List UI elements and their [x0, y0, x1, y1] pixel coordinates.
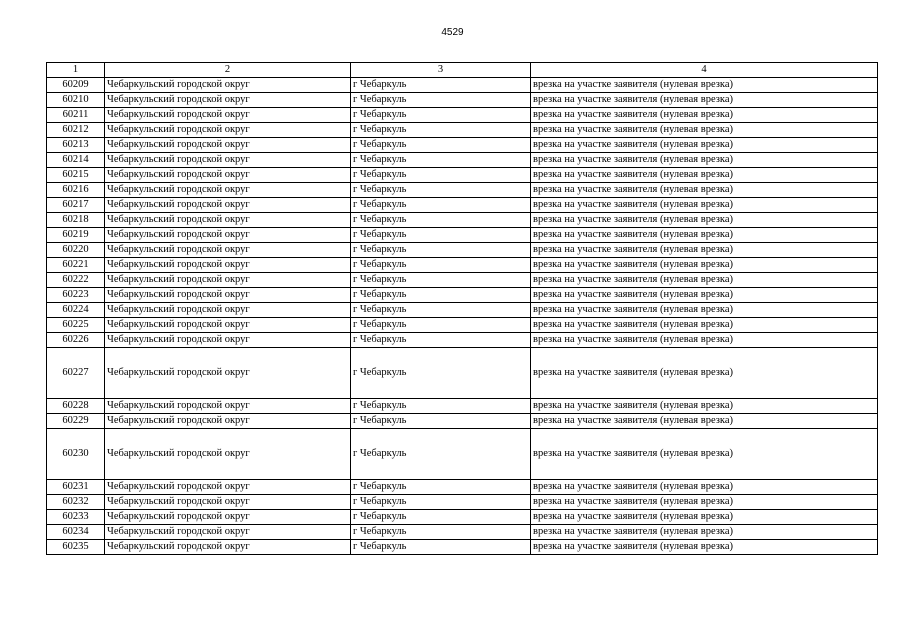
table-row	[47, 288, 878, 303]
locality-cell: г Чебаркуль	[351, 525, 531, 540]
connection-type-cell: врезка на участке заявителя (нулевая врезка)	[531, 480, 878, 495]
locality-cell: г Чебаркуль	[351, 108, 531, 123]
table-row	[47, 495, 878, 510]
connection-type-cell: врезка на участке заявителя (нулевая врезка)	[531, 495, 878, 510]
row-number-cell: 60223	[47, 288, 105, 303]
locality-cell: г Чебаркуль	[351, 228, 531, 243]
locality-cell: г Чебаркуль	[351, 480, 531, 495]
district-cell: Чебаркульский городской округ	[105, 510, 351, 525]
row-number-cell: 60229	[47, 414, 105, 429]
row-number-cell: 60232	[47, 495, 105, 510]
district-cell: Чебаркульский городской округ	[105, 348, 351, 399]
district-cell: Чебаркульский городской округ	[105, 198, 351, 213]
locality-cell: г Чебаркуль	[351, 123, 531, 138]
locality-cell: г Чебаркуль	[351, 243, 531, 258]
table-row	[47, 108, 878, 123]
district-cell: Чебаркульский городской округ	[105, 333, 351, 348]
row-number-cell: 60218	[47, 213, 105, 228]
row-number-cell: 60213	[47, 138, 105, 153]
connection-type-cell: врезка на участке заявителя (нулевая врезка)	[531, 318, 878, 333]
connection-type-cell: врезка на участке заявителя (нулевая врезка)	[531, 153, 878, 168]
connection-type-cell: врезка на участке заявителя (нулевая врезка)	[531, 414, 878, 429]
locality-cell: г Чебаркуль	[351, 303, 531, 318]
row-number-cell: 60214	[47, 153, 105, 168]
table-row	[47, 333, 878, 348]
connection-type-cell: врезка на участке заявителя (нулевая врезка)	[531, 333, 878, 348]
locality-cell: г Чебаркуль	[351, 138, 531, 153]
row-number-cell: 60235	[47, 540, 105, 555]
locality-cell: г Чебаркуль	[351, 429, 531, 480]
connection-type-cell: врезка на участке заявителя (нулевая врезка)	[531, 138, 878, 153]
locality-cell: г Чебаркуль	[351, 399, 531, 414]
locality-cell: г Чебаркуль	[351, 273, 531, 288]
row-number-cell: 60219	[47, 228, 105, 243]
locality-cell: г Чебаркуль	[351, 510, 531, 525]
district-cell: Чебаркульский городской округ	[105, 318, 351, 333]
table-row	[47, 429, 878, 480]
column-header-3: 3	[351, 63, 531, 78]
table-row	[47, 414, 878, 429]
connection-type-cell: врезка на участке заявителя (нулевая врезка)	[531, 243, 878, 258]
row-number-cell: 60231	[47, 480, 105, 495]
locality-cell: г Чебаркуль	[351, 153, 531, 168]
connection-type-cell: врезка на участке заявителя (нулевая врезка)	[531, 228, 878, 243]
connection-type-cell: врезка на участке заявителя (нулевая врезка)	[531, 108, 878, 123]
district-cell: Чебаркульский городской округ	[105, 228, 351, 243]
table-row	[47, 303, 878, 318]
connection-type-cell: врезка на участке заявителя (нулевая врезка)	[531, 258, 878, 273]
data-table	[46, 62, 878, 555]
district-cell: Чебаркульский городской округ	[105, 153, 351, 168]
row-number-cell: 60211	[47, 108, 105, 123]
district-cell: Чебаркульский городской округ	[105, 495, 351, 510]
district-cell: Чебаркульский городской округ	[105, 138, 351, 153]
row-number-cell: 60230	[47, 429, 105, 480]
locality-cell: г Чебаркуль	[351, 183, 531, 198]
row-number-cell: 60224	[47, 303, 105, 318]
table-row	[47, 183, 878, 198]
district-cell: Чебаркульский городской округ	[105, 288, 351, 303]
row-number-cell: 60217	[47, 198, 105, 213]
connection-type-cell: врезка на участке заявителя (нулевая врезка)	[531, 213, 878, 228]
row-number-cell: 60215	[47, 168, 105, 183]
locality-cell: г Чебаркуль	[351, 93, 531, 108]
table-row	[47, 198, 878, 213]
row-number-cell: 60212	[47, 123, 105, 138]
connection-type-cell: врезка на участке заявителя (нулевая врезка)	[531, 288, 878, 303]
table-row	[47, 525, 878, 540]
table-row	[47, 93, 878, 108]
district-cell: Чебаркульский городской округ	[105, 123, 351, 138]
locality-cell: г Чебаркуль	[351, 168, 531, 183]
district-cell: Чебаркульский городской округ	[105, 108, 351, 123]
row-number-cell: 60210	[47, 93, 105, 108]
table-row	[47, 213, 878, 228]
connection-type-cell: врезка на участке заявителя (нулевая врезка)	[531, 273, 878, 288]
table-row	[47, 243, 878, 258]
locality-cell: г Чебаркуль	[351, 540, 531, 555]
locality-cell: г Чебаркуль	[351, 288, 531, 303]
row-number-cell: 60221	[47, 258, 105, 273]
district-cell: Чебаркульский городской округ	[105, 525, 351, 540]
table-row	[47, 399, 878, 414]
locality-cell: г Чебаркуль	[351, 198, 531, 213]
connection-type-cell: врезка на участке заявителя (нулевая врезка)	[531, 510, 878, 525]
column-header-1: 1	[47, 63, 105, 78]
connection-type-cell: врезка на участке заявителя (нулевая врезка)	[531, 78, 878, 93]
row-number-cell: 60222	[47, 273, 105, 288]
connection-type-cell: врезка на участке заявителя (нулевая врезка)	[531, 348, 878, 399]
table-row	[47, 540, 878, 555]
table-row	[47, 348, 878, 399]
locality-cell: г Чебаркуль	[351, 78, 531, 93]
district-cell: Чебаркульский городской округ	[105, 303, 351, 318]
row-number-cell: 60227	[47, 348, 105, 399]
district-cell: Чебаркульский городской округ	[105, 429, 351, 480]
connection-type-cell: врезка на участке заявителя (нулевая врезка)	[531, 525, 878, 540]
locality-cell: г Чебаркуль	[351, 348, 531, 399]
table-row	[47, 480, 878, 495]
connection-type-cell: врезка на участке заявителя (нулевая врезка)	[531, 93, 878, 108]
page-number: 4529	[441, 27, 464, 38]
district-cell: Чебаркульский городской округ	[105, 399, 351, 414]
row-number-cell: 60209	[47, 78, 105, 93]
row-number-cell: 60228	[47, 399, 105, 414]
connection-type-cell: врезка на участке заявителя (нулевая врезка)	[531, 540, 878, 555]
connection-type-cell: врезка на участке заявителя (нулевая врезка)	[531, 123, 878, 138]
district-cell: Чебаркульский городской округ	[105, 168, 351, 183]
district-cell: Чебаркульский городской округ	[105, 93, 351, 108]
column-header-4: 4	[531, 63, 878, 78]
connection-type-cell: врезка на участке заявителя (нулевая врезка)	[531, 429, 878, 480]
table-row	[47, 228, 878, 243]
table-row	[47, 168, 878, 183]
connection-type-cell: врезка на участке заявителя (нулевая врезка)	[531, 168, 878, 183]
district-cell: Чебаркульский городской округ	[105, 258, 351, 273]
table-row	[47, 273, 878, 288]
locality-cell: г Чебаркуль	[351, 333, 531, 348]
district-cell: Чебаркульский городской округ	[105, 78, 351, 93]
row-number-cell: 60220	[47, 243, 105, 258]
column-header-2: 2	[105, 63, 351, 78]
row-number-cell: 60234	[47, 525, 105, 540]
locality-cell: г Чебаркуль	[351, 414, 531, 429]
table-row	[47, 153, 878, 168]
table-row	[47, 258, 878, 273]
locality-cell: г Чебаркуль	[351, 495, 531, 510]
district-cell: Чебаркульский городской округ	[105, 540, 351, 555]
district-cell: Чебаркульский городской округ	[105, 183, 351, 198]
row-number-cell: 60216	[47, 183, 105, 198]
district-cell: Чебаркульский городской округ	[105, 414, 351, 429]
connection-type-cell: врезка на участке заявителя (нулевая врезка)	[531, 399, 878, 414]
locality-cell: г Чебаркуль	[351, 258, 531, 273]
district-cell: Чебаркульский городской округ	[105, 480, 351, 495]
table-row	[47, 123, 878, 138]
row-number-cell: 60225	[47, 318, 105, 333]
table-body	[47, 78, 878, 555]
connection-type-cell: врезка на участке заявителя (нулевая врезка)	[531, 303, 878, 318]
table-row	[47, 318, 878, 333]
locality-cell: г Чебаркуль	[351, 213, 531, 228]
district-cell: Чебаркульский городской округ	[105, 243, 351, 258]
table-row	[47, 78, 878, 93]
row-number-cell: 60226	[47, 333, 105, 348]
locality-cell: г Чебаркуль	[351, 318, 531, 333]
connection-type-cell: врезка на участке заявителя (нулевая врезка)	[531, 183, 878, 198]
table-row	[47, 510, 878, 525]
connection-type-cell: врезка на участке заявителя (нулевая врезка)	[531, 198, 878, 213]
district-cell: Чебаркульский городской округ	[105, 213, 351, 228]
row-number-cell: 60233	[47, 510, 105, 525]
table-row	[47, 138, 878, 153]
district-cell: Чебаркульский городской округ	[105, 273, 351, 288]
table-header-row	[47, 63, 878, 78]
